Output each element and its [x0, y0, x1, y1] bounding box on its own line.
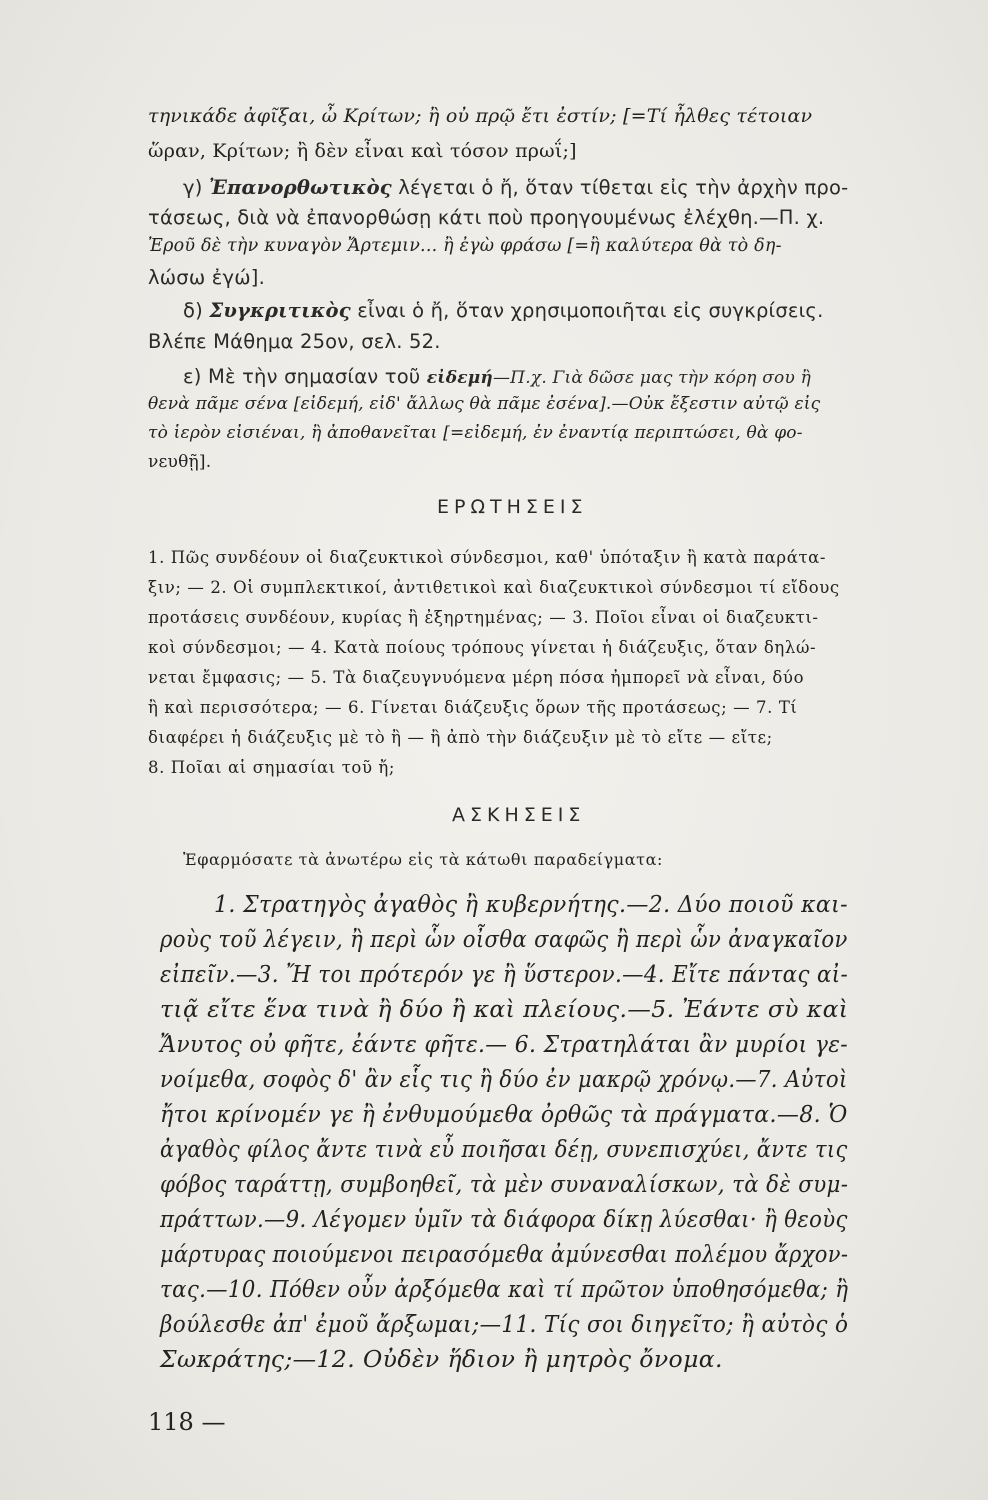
epsilon-rest: —Π.χ. Γιὰ δῶσε μας τὴν κόρη σου ἢ [492, 368, 812, 388]
gamma-term: Ἐπανορθωτικὸς [208, 176, 392, 199]
paragraph-gamma [183, 176, 848, 199]
question-line: νεται ἔμφασις; — 5. Τὰ διαζευγνυόμενα μέρη πόσα ἠμπορεῖ νὰ εἶναι, δύο [148, 668, 805, 687]
exercise-line: ροὺς τοῦ λέγειν, ἢ περὶ ὧν οἶσθα σαφῶς ἢ περὶ ὧν ἀναγκαῖον [160, 925, 848, 953]
delta-term: Συγκριτικὸς [209, 299, 351, 322]
text-line: τάσεως, διὰ νὰ ἐπανορθώσῃ κάτι ποὺ προηγουμένως ἐλέχθη.—Π. χ. [148, 206, 825, 229]
text-line: τὸ ἱερὸν εἰσιέναι, ἢ ἀποθανεῖται [=εἰδεμή, ἐν ἐναντίᾳ περιπτώσει, θὰ φο- [148, 423, 803, 443]
exercise-line: ἀγαθὸς φίλος ἄντε τινὰ εὖ ποιῆσαι δέῃ, συνεπισχύει, ἄντε τις [160, 1135, 848, 1163]
question-line: 8. Ποῖαι αἱ σημασίαι τοῦ ἤ; [148, 758, 396, 777]
epsilon-prefix: ε) Μὲ τὴν σημασίαν τοῦ [183, 365, 427, 388]
text-line: ὥραν, Κρίτων; ἢ δὲν εἶναι καὶ τόσον πρωΐ;] [148, 140, 577, 162]
exercise-line: εἰπεῖν.—3. Ἤ τοι πρότερόν γε ἢ ὕστερον.—4. Εἴτε πάντας αἰ- [160, 960, 849, 988]
paragraph-delta [183, 299, 823, 322]
text-line: θενὰ πᾶμε σένα [εἰδεμή, εἰδ' ἄλλως θὰ πᾶμε ἐσένα].—Οὐκ ἔξεστιν αὐτῷ εἰς [148, 394, 821, 414]
exercise-line: Σωκράτης;—12. Οὐδὲν ἥδιον ἢ μητρὸς ὄνομα. [160, 1345, 723, 1373]
exercise-line: τιᾷ εἴτε ἕνα τινὰ ἢ δύο ἢ καὶ πλείους.—5. Ἐάντε σὺ καὶ [160, 995, 849, 1023]
delta-rest: εἶναι ὁ ἤ, ὅταν χρησιμοποιῆται εἰς συγκρίσεις. [350, 299, 824, 322]
delta-prefix: δ) [183, 299, 210, 322]
exercise-line: 1. Στρατηγὸς ἀγαθὸς ἢ κυβερνήτης.—2. Δύο ποιοῦ και- [214, 890, 848, 918]
exercise-line: νοίμεθα, σοφὸς δ' ἂν εἷς τις ἢ δύο ἐν μακρῷ χρόνῳ.—7. Αὐτοὶ [160, 1065, 848, 1093]
gamma-prefix: γ) [183, 176, 209, 199]
paragraph-epsilon [183, 365, 811, 388]
question-line: 1. Πῶς συνδέουν οἱ διαζευκτικοὶ σύνδεσμοι, καθ' ὑπόταξιν ἢ κατὰ παράτα- [148, 548, 827, 567]
question-line: κοὶ σύνδεσμοι; — 4. Κατὰ ποίους τρόπους γίνεται ἡ διάζευξις, ὅταν δηλώ- [148, 638, 817, 657]
exercise-line: μάρτυρας ποιούμενοι πειρασόμεθα ἀμύνεσθαι πολέμου ἄρχον- [160, 1240, 849, 1268]
epsilon-term: εἰδεμή [426, 368, 493, 388]
exercises-heading: ΑΣΚΗΣΕΙΣ [452, 804, 586, 826]
text-line: λώσω ἐγώ]. [148, 266, 265, 289]
text-line: τηνικάδε ἀφῖξαι, ὦ Κρίτων; ἢ οὐ πρῷ ἔτι ἐστίν; [=Τί ἦλθες τέτοιαν [148, 105, 813, 127]
exercise-line: βούλεσθε ἀπ' ἐμοῦ ἄρξωμαι;—11. Τίς σοι διηγεῖτο; ἢ αὐτὸς ὁ [160, 1310, 849, 1338]
exercise-line: Ἄνυτος οὐ φῆτε, ἐάντε φῆτε.— 6. Στρατηλάται ἂν μυρίοι γε- [160, 1030, 849, 1058]
question-line: ἢ καὶ περισσότερα; — 6. Γίνεται διάζευξις ὅρων τῆς προτάσεως; — 7. Τί [148, 698, 798, 717]
page-number: 118 — [148, 1408, 226, 1436]
exercise-line: ἤτοι κρίνομέν γε ἢ ἐνθυμούμεθα ὀρθῶς τὰ πράγματα.—8. Ὁ [160, 1100, 848, 1128]
text-line: νευθῇ]. [148, 452, 212, 472]
text-line: Βλέπε Μάθημα 25ον, σελ. 52. [148, 330, 441, 353]
gamma-rest: λέγεται ὁ ἤ, ὅταν τίθεται εἰς τὴν ἀρχὴν προ- [391, 176, 849, 199]
question-line: διαφέρει ἡ διάζευξις μὲ τὸ ἢ — ἢ ἀπὸ τὴν διάζευξιν μὲ τὸ εἴτε — εἴτε; [148, 728, 773, 747]
questions-heading: ΕΡΩΤΗΣΕΙΣ [437, 496, 588, 518]
question-line: προτάσεις συνδέουν, κυρίας ἢ ἐξηρτημένας; — 3. Ποῖοι εἶναι οἱ διαζευκτι- [148, 608, 819, 627]
text-line: Ἐροῦ δὲ τὴν κυναγὸν Ἄρτεμιν... ἢ ἐγὼ φράσω [=ἢ καλύτερα θὰ τὸ δη- [148, 236, 782, 256]
exercise-line: τας.—10. Πόθεν οὖν ἀρξόμεθα καὶ τί πρῶτον ὑποθησόμεθα; ἢ [160, 1275, 849, 1303]
exercise-line: πράττων.—9. Λέγομεν ὑμῖν τὰ διάφορα δίκῃ λύεσθαι· ἢ θεοὺς [160, 1205, 848, 1233]
exercises-instruction: Ἐφαρμόσατε τὰ ἀνωτέρω εἰς τὰ κάτωθι παραδείγματα: [183, 850, 664, 869]
question-line: ξιν; — 2. Οἱ συμπλεκτικοί, ἀντιθετικοὶ καὶ διαζευκτικοὶ σύνδεσμοι τί εἴδους [148, 578, 840, 597]
exercise-line: φόβος ταράττῃ, συμβοηθεῖ, τὰ μὲν συναναλίσκων, τὰ δὲ συμ- [160, 1170, 849, 1198]
